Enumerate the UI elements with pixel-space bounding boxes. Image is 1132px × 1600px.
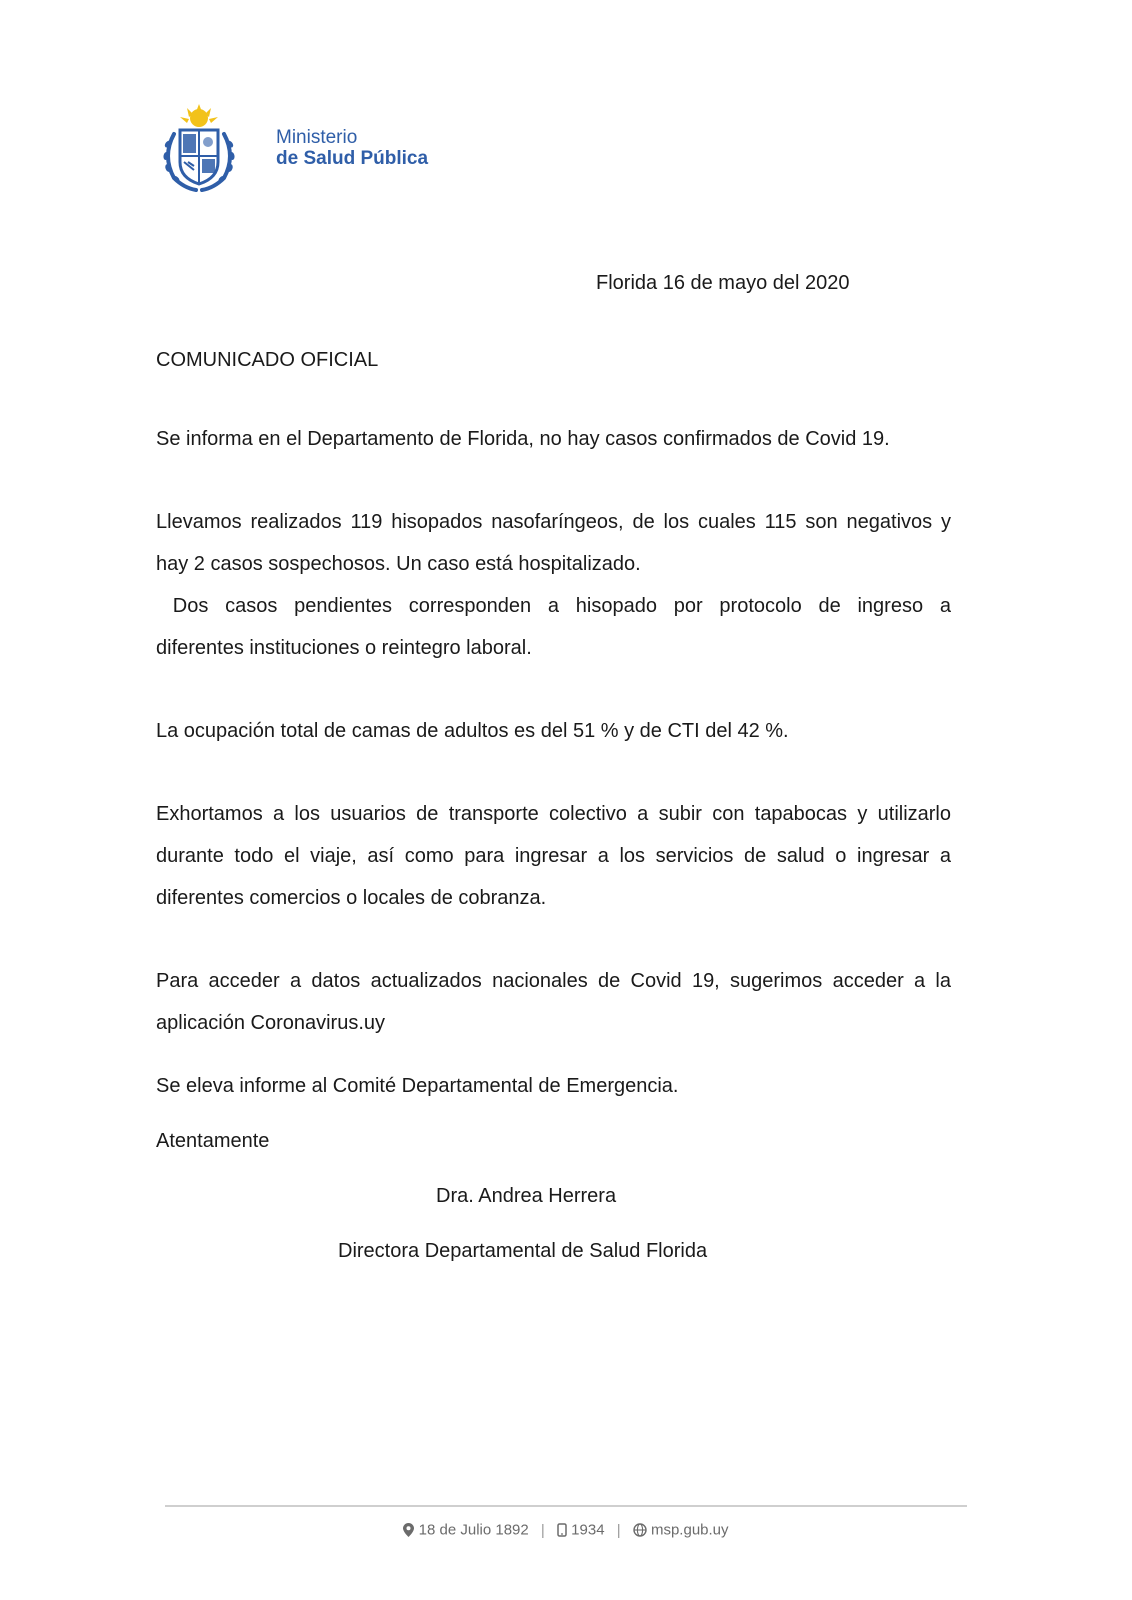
footer-separator: | [540, 1521, 545, 1539]
paragraph-app-line-1: Para acceder a datos actualizados nacionales de Covid 19, sugerimos acceder a la [156, 970, 951, 992]
signer-title: Directora Departamental de Salud Florida [338, 1240, 708, 1262]
globe-icon [633, 1523, 647, 1537]
paragraph-swabs-line-1: Llevamos realizados 119 hisopados nasofaríngeos, de los cuales 115 son negativos y [156, 511, 951, 533]
paragraph-masks-line-2: durante todo el viaje, así como para ingresar a los servicios de salud o ingresar a [156, 845, 951, 867]
footer-separator: | [616, 1521, 621, 1539]
footer-divider [165, 1505, 967, 1507]
phone-icon [557, 1523, 567, 1537]
paragraph-swabs-line-3: Dos casos pendientes corresponden a hisopado por protocolo de ingreso a [156, 595, 951, 617]
paragraph-swabs-line-4: diferentes instituciones o reintegro laboral. [156, 637, 532, 659]
paragraph-masks-line-1: Exhortamos a los usuarios de transporte colectivo a subir con tapabocas y utilizarlo [156, 803, 951, 825]
signer-name: Dra. Andrea Herrera [436, 1185, 617, 1207]
paragraph-app-line-2: aplicación Coronavirus.uy [156, 1012, 386, 1034]
footer-phone: 1934 [571, 1521, 605, 1539]
footer-website[interactable]: msp.gub.uy [650, 1521, 729, 1539]
footer-contact [0, 1521, 1132, 1539]
letter-date: Florida 16 de mayo del 2020 [596, 272, 850, 294]
ministry-name-line1: Ministerio [276, 127, 358, 148]
ministry-name-line2: de Salud Pública [276, 147, 429, 169]
paragraph-swabs-line-2: hay 2 casos sospechosos. Un caso está hospitalizado. [156, 553, 641, 575]
paragraph-masks-line-3: diferentes comercios o locales de cobranza. [156, 887, 547, 909]
ministry-name [276, 128, 428, 170]
coat-of-arms-icon [158, 104, 240, 196]
ministry-logo [158, 104, 458, 196]
footer-address: 18 de Julio 1892 [418, 1521, 529, 1539]
letter-closing: Atentamente [156, 1130, 270, 1152]
paragraph-committee: Se eleva informe al Comité Departamental de Emergencia. [156, 1075, 679, 1097]
letter-title: COMUNICADO OFICIAL [156, 349, 379, 371]
paragraph-no-cases: Se informa en el Departamento de Florida, no hay casos confirmados de Covid 19. [156, 428, 890, 450]
location-pin-icon [403, 1523, 414, 1537]
paragraph-bed-occupancy: La ocupación total de camas de adultos es del 51 % y de CTI del 42 %. [156, 720, 789, 742]
